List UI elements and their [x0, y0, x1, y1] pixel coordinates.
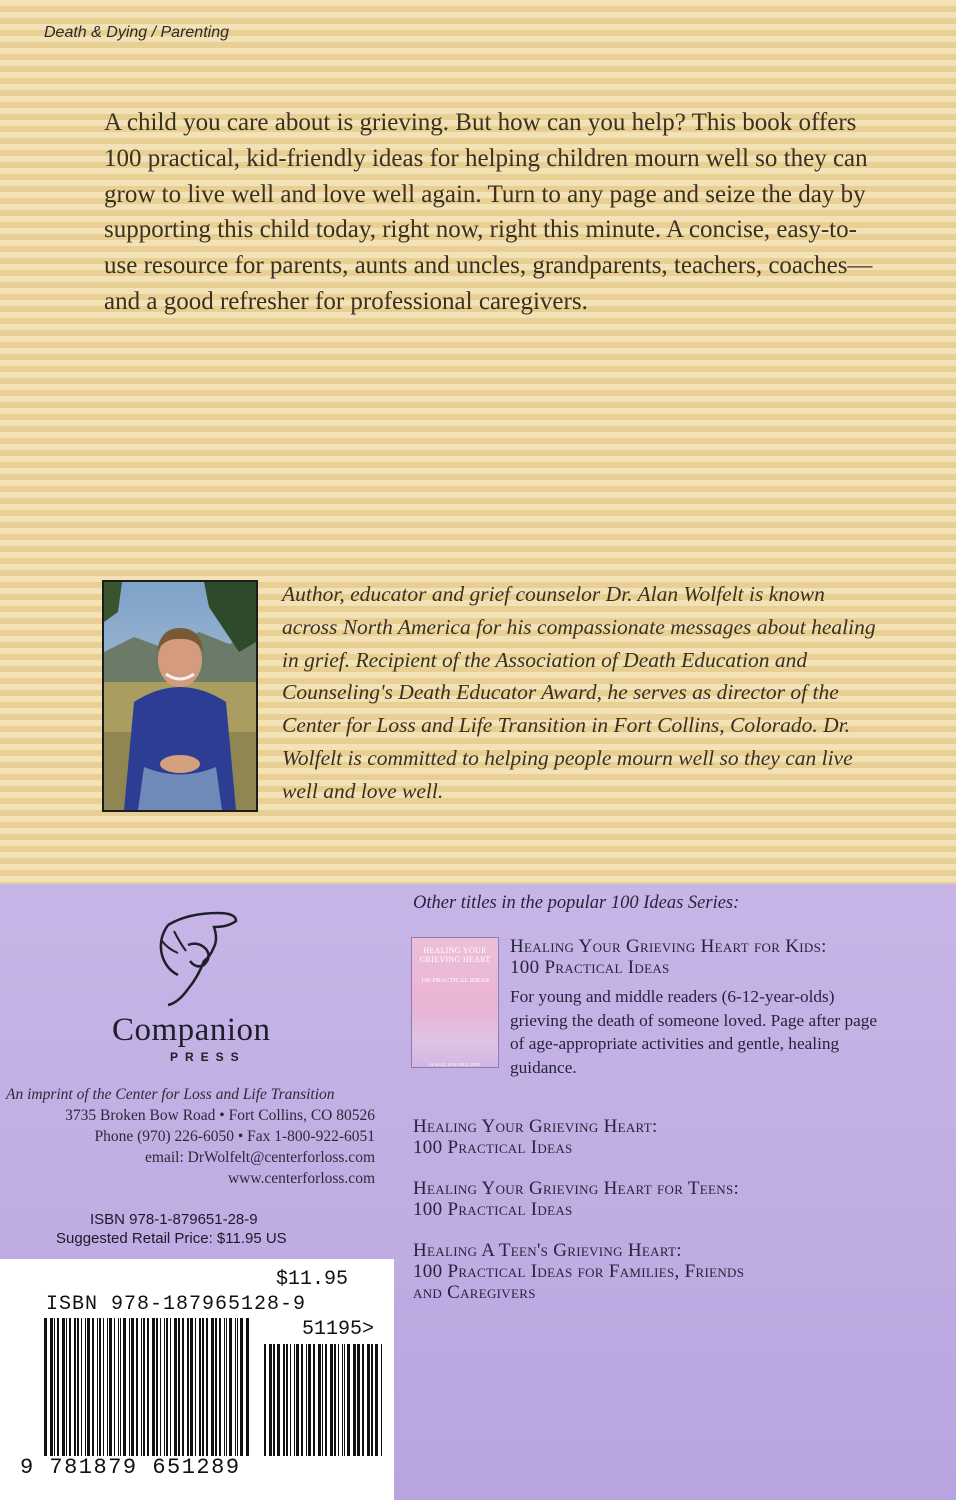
barcode-bar [166, 1318, 168, 1456]
web-line: www.centerforloss.com [227, 1170, 375, 1187]
barcode-bar [269, 1344, 272, 1456]
barcode-bar [156, 1318, 158, 1456]
isbn-label: ISBN 978-1-879651-28-9 [90, 1211, 258, 1228]
barcode-bar [296, 1344, 299, 1456]
publisher-logo-subtext: PRESS [170, 1050, 246, 1064]
series-title-line1: Healing A Teen's Grieving Heart: [413, 1240, 682, 1261]
barcode-bar [294, 1344, 295, 1456]
series-title [413, 1116, 658, 1158]
series-title-line2: 100 Practical Ideas for Families, Friends [413, 1261, 745, 1282]
barcode-bar [54, 1318, 55, 1456]
barcode-bar [229, 1318, 232, 1456]
author-photo [102, 580, 258, 812]
barcode-bar [50, 1318, 53, 1456]
barcode-bar [114, 1318, 115, 1456]
publisher-logo-text: Companion [112, 1012, 271, 1048]
barcode-bar [69, 1318, 71, 1456]
barcode-bar [342, 1344, 343, 1456]
barcode-bar [74, 1318, 76, 1456]
barcode-bar [152, 1318, 155, 1456]
featured-title-line2: 100 Practical Ideas [510, 957, 670, 978]
series-title-line3: and Caregivers [413, 1282, 536, 1303]
barcode-bar [338, 1344, 339, 1456]
ean-barcode [44, 1318, 250, 1456]
barcode-addon-digits: 51195> [302, 1318, 375, 1341]
barcode-bar [147, 1318, 149, 1456]
book-thumbnail [411, 937, 499, 1068]
barcode-bar [174, 1318, 177, 1456]
barcode-bar [273, 1344, 275, 1456]
barcode-bar [109, 1318, 112, 1456]
thumb-subtitle: 100 PRACTICAL IDEAS [420, 977, 489, 984]
series-title [413, 1178, 739, 1220]
barcode-bar [224, 1318, 225, 1456]
barcode-bar [160, 1318, 161, 1456]
barcode-bar [235, 1318, 236, 1456]
barcode-bar [381, 1344, 382, 1456]
barcode-bar [330, 1344, 333, 1456]
barcode-bar [325, 1344, 327, 1456]
barcode-bar [57, 1318, 59, 1456]
barcode-bar [246, 1318, 249, 1456]
barcode-bar [219, 1318, 221, 1456]
barcode-bar [375, 1344, 378, 1456]
barcode-bar [199, 1318, 201, 1456]
barcode-bar [313, 1344, 315, 1456]
imprint-line: An imprint of the Center for Loss and Life Transition [6, 1086, 335, 1103]
barcode-price: $11.95 [276, 1268, 349, 1291]
barcode-bar [215, 1318, 217, 1456]
featured-description: For young and middle readers (6-12-year-olds) grieving the death of someone loved. Page after page of age-appropriate activities and gentle, healing guidance. [510, 987, 878, 1077]
hand-logo-icon [148, 905, 244, 1014]
barcode-bar [99, 1318, 101, 1456]
barcode-bar [322, 1344, 323, 1456]
barcode-bar [202, 1318, 204, 1456]
barcode-bar [237, 1318, 238, 1456]
barcode-bar [301, 1344, 303, 1456]
barcode-bar [190, 1318, 193, 1456]
address-line: 3735 Broken Bow Road • Fort Collins, CO 80526 [65, 1107, 375, 1124]
series-title-line1: Healing Your Grieving Heart: [413, 1116, 658, 1137]
barcode-bar [362, 1344, 364, 1456]
barcode-bar [62, 1318, 65, 1456]
barcode-bar [306, 1344, 307, 1456]
series-title-line2: 100 Practical Ideas [413, 1137, 573, 1158]
barcode-bar [206, 1318, 208, 1456]
author-bio: Author, educator and grief counselor Dr. Alan Wolfelt is known across North America for his compassionate messages about healing in grief. Recipient of the Association of Death Education and Counseling's Death Educator Award, he serves as director of the Center for Loss and Life Transition in Fort Collins, Colorado. Dr. Wolfelt is committed to helping people mourn well so they can live well and love well. [282, 582, 876, 803]
barcode-bar [283, 1344, 285, 1456]
featured-title [510, 936, 827, 978]
barcode-bar [182, 1318, 184, 1456]
barcode-bar [344, 1344, 345, 1456]
thumb-title: HEALING YOUR GRIEVING HEART [419, 946, 491, 964]
thumb-author: ALAN D. WOLFELT, PH.D. [428, 1062, 482, 1067]
barcode-bar [118, 1318, 119, 1456]
publisher-info [0, 1084, 375, 1189]
featured-title-line1: Healing Your Grieving Heart for Kids: [510, 936, 827, 957]
barcode-bar [120, 1318, 121, 1456]
barcode-bar [77, 1318, 79, 1456]
barcode-bar [164, 1318, 165, 1456]
barcode-bar [66, 1318, 67, 1456]
series-title-line1: Healing Your Grieving Heart for Teens: [413, 1178, 740, 1199]
barcode-bar [187, 1318, 189, 1456]
barcode-bar [195, 1318, 196, 1456]
isbn-block [56, 1210, 287, 1248]
phone-line: Phone (970) 226-6050 • Fax 1-800-922-6051 [94, 1128, 375, 1145]
barcode-bar [85, 1318, 86, 1456]
barcode-bar [334, 1344, 336, 1456]
series-title-line2: 100 Practical Ideas [413, 1199, 573, 1220]
barcode-bar [131, 1318, 134, 1456]
barcode-bar [141, 1318, 142, 1456]
barcode-bar [107, 1318, 108, 1456]
barcode-bar [371, 1344, 373, 1456]
barcode-bar [353, 1344, 356, 1456]
barcode-isbn: ISBN 978-187965128-9 [46, 1293, 307, 1316]
barcode-bar [308, 1344, 311, 1456]
barcode-bar [226, 1318, 227, 1456]
addon-barcode [264, 1344, 382, 1456]
book-blurb: A child you care about is grieving. But how can you help? This book offers 100 practical, kid-friendly ideas for helping children mourn well so they can grow to live well and love well again. Turn to any page and seize the day by supporting this child today, right now, right this minute. A concise, easy-to-use resource for parents, aunts and uncles, grandparents, teachers, coaches—and a good refresher for professional caregivers. [104, 109, 873, 315]
barcode-bar [87, 1318, 90, 1456]
barcode-bar [318, 1344, 321, 1456]
barcode-bar [81, 1318, 82, 1456]
barcode-bar [286, 1344, 288, 1456]
retail-price-label: Suggested Retail Price: $11.95 US [56, 1230, 287, 1247]
ean-digits: 9 781879 651289 [20, 1455, 241, 1480]
email-line: email: DrWolfelt@centerforloss.com [145, 1149, 375, 1166]
barcode-bar [129, 1318, 130, 1456]
barcode-bar [44, 1318, 47, 1456]
barcode-bar [123, 1318, 126, 1456]
series-heading: Other titles in the popular 100 Ideas Series: [413, 893, 740, 913]
category-label: Death & Dying / Parenting [44, 24, 229, 41]
barcode-bar [240, 1318, 243, 1456]
barcode-bar [211, 1318, 214, 1456]
barcode-bar [97, 1318, 98, 1456]
barcode-bar [92, 1318, 94, 1456]
barcode-bar [136, 1318, 138, 1456]
barcode-bar [170, 1318, 171, 1456]
barcode-bar [143, 1318, 145, 1456]
barcode-bar [277, 1344, 280, 1456]
barcode-bar [290, 1344, 291, 1456]
barcode-bar [103, 1318, 104, 1456]
barcode-bar [357, 1344, 360, 1456]
barcode-bar [178, 1318, 180, 1456]
barcode-bar [264, 1344, 266, 1456]
series-title [413, 1240, 744, 1303]
barcode-bar [347, 1344, 350, 1456]
barcode-bar [367, 1344, 370, 1456]
